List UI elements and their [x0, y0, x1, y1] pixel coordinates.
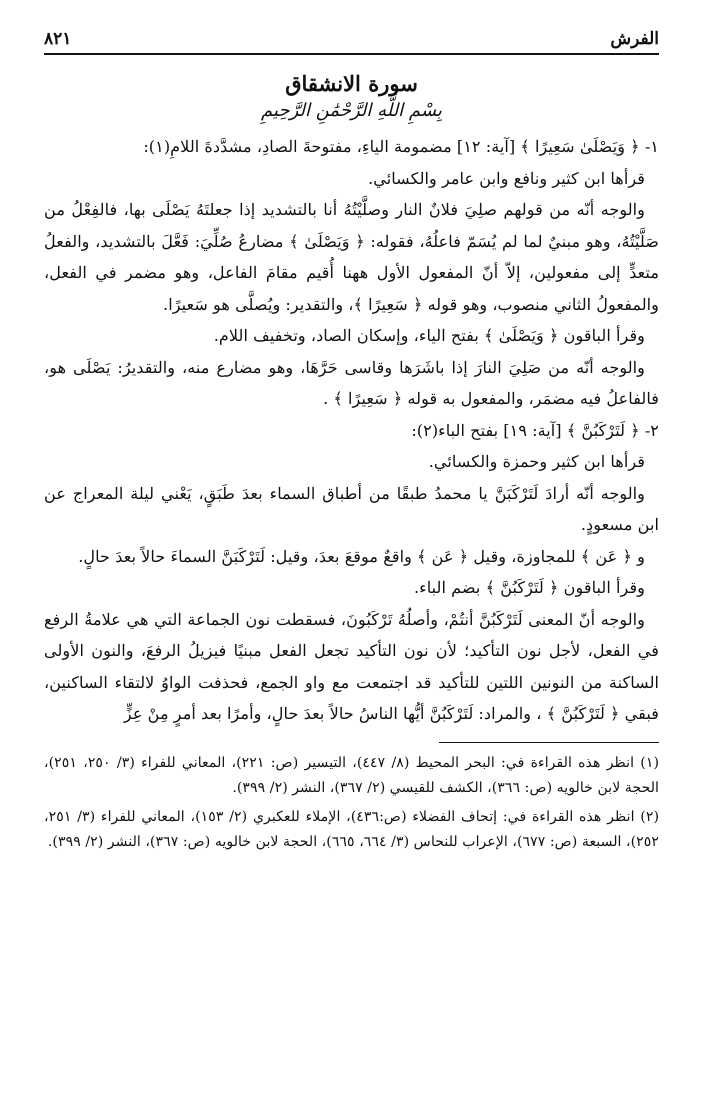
surah-title: سورة الانشقاق [285, 71, 418, 96]
paragraph: والوجه أنّه أرادَ لَتَرْكَبَنَّ يا محمدُ طبقًا من أطباق السماء بعدَ طَبَقٍ، يَعْني ليلة المعراج عن ابن مسعودٍ. [44, 483, 659, 534]
footnote: (٢) انظر هذه القراءة في: إتحاف الفضلاء (ص:٤٣٦)، الإملاء للعكبري (٢/ ١٥٣)، المعاني للفراء (٣/ ٢٥١، ٢٥٢)، السبعة (ص: ٦٧٧)، الإعراب للنحاس (٣/ ٦٦٤، ٦٦٥)، الحجة لابن خالويه (ص: ٣٦٧)، النشر (٢/ ٣٩٩). [44, 808, 659, 850]
paragraph: قرأها ابن كثير وحمزة والكسائي. [428, 452, 645, 471]
footnotes [44, 751, 659, 855]
paragraph: وقرأ الباقون ﴿ وَيَصْلَىٰ ﴾ بفتح الياء، وإسكان الصاد، وتخفيف اللام. [213, 326, 645, 345]
page-number: ٨٢١ [44, 29, 72, 49]
paragraph: ١- ﴿ وَيَصْلَىٰ سَعِيرًا ﴾ [آية: ١٢] مضمومة الياءِ، مفتوحةَ الصادِ، مشدَّدةَ اللامِ(١): [143, 137, 659, 156]
section-title: الفرش [610, 29, 659, 49]
paragraph: والوجه أنّ المعنى لَتَرْكَبُنَّ أنتُمْ، وأصلُهُ تَرْكَبُونَ، فسقطت نون الجماعة التي هي علامةُ الرفع في الفعل، لأجل نون التأكيد؛ لأن نون التأكيد تجعل الفعل مبنيًا فيزيلُ الرفعَ، والنون الأولى الساكنة من النونين اللتين للتأكيد قد اجتمعت مع واو الجمع، فحذفت الواوُ لالتقاء الساكنين، فبقي ﴿ لَتَرْكَبُنَّ ﴾ ، والمراد: لَتَرْكَبُنَّ أيُّها الناسُ حالاً بعدَ حالٍ، وأمرًا بعد أمرٍ مِنْ عِزٍّ [44, 609, 659, 723]
paragraph: و ﴿ عَن ﴾ للمجاوزة، وقيل ﴿ عَن ﴾ واقعٌ موقعَ بعدَ، وقيل: لَتَرْكَبَنَّ السماءَ حالاً بعدَ حالٍ. [78, 546, 645, 566]
paragraph: والوجه أنّه من قولهم صلِيَ فلانٌ النار وصلَّيْتُهُ أنا بالتشديد إذا جعلتَهُ يَصْلَى بها، فالفِعْلُ من صَلَّيْتُهُ، وهو مبنيٌ لما لم يُسَمّ فاعلُهُ، فقوله: ﴿ وَيَصْلَىٰ ﴾ مضارعُ صُلِّيَ: فَعَّلَ بالتشديد، والفعلُ متعدٍّ إلى مفعولين، إلاّ أنّ المفعول الأول ههنا أُقيم مقامَ الفاعل، وهو مضمر في الفعل، والمفعولُ الثاني منصوب، وهو قوله ﴿ سَعِيرًا ﴾، والتقدير: ويُصلَّى هو سَعيرًا. [44, 200, 659, 314]
paragraph: والوجه أنّه من صَلِيَ النارَ إذا باشَرَها وقاسى حَرَّهَا، وهو مضارع منه، والتقديرُ: يَصْلَى هو، فالفاعلُ فيه مضمَر، والمفعول به قوله ﴿ سَعِيرًا ﴾ . [44, 357, 659, 408]
paragraph: وقرأ الباقون ﴿ لَتَرْكَبُنَّ ﴾ بضم الباء. [413, 578, 645, 597]
main-text [44, 131, 659, 730]
footnote-separator [439, 742, 659, 743]
paragraph: ٢- ﴿ لَتَرْكَبُنَّ ﴾ [آية: ١٩] بفتح الباء(٢): [411, 420, 659, 440]
footnote: (١) انظر هذه القراءة في: البحر المحيط (٨/ ٤٤٧)، التيسير (ص: ٢٢١)، المعاني للفراء (٣/ ٢٥٠، ٢٥١)، الحجة لابن خالويه (ص: ٣٦٦)، الكشف للقيسي (٢/ ٣٦٧)، النشر (٢/ ٣٩٩). [44, 754, 659, 796]
basmala: بِسْمِ اللَّهِ الرَّحْمَٰنِ الرَّحِيمِ [261, 100, 442, 121]
running-header [44, 28, 659, 55]
paragraph: قرأها ابن كثير ونافع وابن عامر والكسائي. [368, 168, 645, 188]
